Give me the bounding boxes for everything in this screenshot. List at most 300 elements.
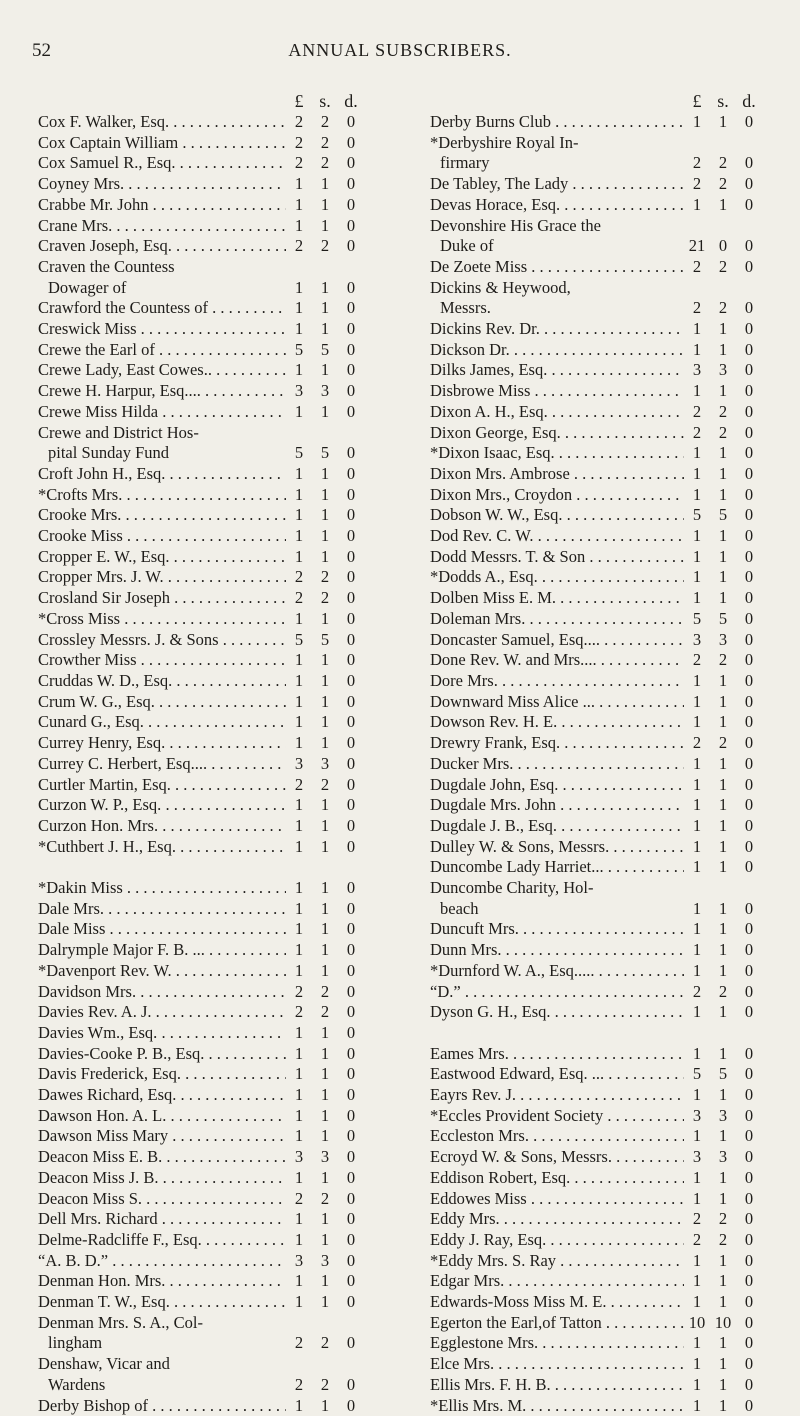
subscriber-name (38, 1044, 286, 1065)
pounds-value: 1 (294, 1022, 304, 1042)
subscription-amount (684, 174, 762, 195)
pence-value: 0 (346, 505, 356, 525)
pence-value: 0 (346, 1292, 356, 1312)
subscription-amount (684, 961, 762, 982)
pounds-value: 1 (294, 836, 304, 856)
pounds-value: 1 (692, 919, 702, 939)
subscriber-name-text: *Eddy Mrs. S. Ray (430, 1250, 557, 1270)
pounds-value: 1 (692, 1188, 702, 1208)
pounds-value: 1 (692, 1333, 702, 1353)
pounds-value: 1 (294, 1292, 304, 1312)
pounds-value: 5 (692, 505, 702, 525)
pounds-value: 1 (692, 112, 702, 131)
subscription-amount (286, 381, 364, 402)
shillings-value: 2 (320, 1374, 330, 1394)
pounds-value: 1 (294, 1395, 304, 1415)
shillings-value: 1 (320, 712, 330, 732)
subscriber-name (430, 1064, 684, 1085)
subscription-amount (286, 505, 364, 526)
shillings-value: 1 (718, 588, 728, 608)
pounds-value: 1 (692, 319, 702, 339)
subscriber-name-text: *Dodds A., Esq. (430, 567, 538, 587)
pounds-value: 1 (692, 691, 702, 711)
subscriber-name (38, 112, 286, 133)
subscriber-entry (38, 153, 364, 174)
pence-value: 0 (346, 526, 356, 546)
pounds-value: 1 (692, 1085, 702, 1105)
subscriber-name-text: Davies Rev. A. J. (38, 1002, 152, 1022)
subscriber-name (38, 319, 286, 340)
subscriber-name (38, 257, 286, 298)
subscriber-name-text: *Dakin Miss (38, 878, 123, 897)
subscriber-name (38, 712, 286, 733)
subscriber-entry (38, 319, 364, 340)
shillings-value: 1 (718, 857, 728, 877)
subscriber-name-continuation: Messrs. (440, 298, 491, 318)
pounds-value: 3 (294, 381, 304, 401)
pence-value: 0 (744, 898, 754, 918)
subscription-amount (286, 940, 364, 961)
subscriber-name (430, 795, 684, 816)
subscriber-name-text: Dixon A. H., Esq. (430, 401, 548, 421)
subscription-amount (286, 278, 364, 299)
shillings-value: 1 (320, 1167, 330, 1187)
subscription-amount (684, 754, 762, 775)
subscriber-name-text: Davis Frederick, Esq. (38, 1064, 181, 1084)
subscription-amount (684, 1126, 762, 1147)
subscriber-name (430, 837, 684, 858)
subscription-amount (684, 1106, 762, 1127)
subscriber-entry (430, 112, 762, 133)
pounds-value: 1 (294, 691, 304, 711)
pence-value: 0 (346, 836, 356, 856)
pence-value: 0 (744, 815, 754, 835)
shillings-value: 1 (718, 546, 728, 566)
shillings-value: 1 (718, 567, 728, 587)
pence-value: 0 (744, 1085, 754, 1105)
subscriber-name-continuation: Duke of (440, 236, 494, 256)
entry-list (430, 112, 762, 1416)
subscriber-name (38, 1396, 286, 1416)
subscriber-entry (430, 1044, 762, 1065)
pence-value: 0 (346, 1022, 356, 1042)
pence-value: 0 (346, 1064, 356, 1084)
subscription-amount (286, 216, 364, 237)
subscription-amount (286, 547, 364, 568)
subscriber-name (430, 982, 684, 1003)
subscriber-entry (38, 567, 364, 588)
subscription-amount (286, 733, 364, 754)
pence-value: 0 (744, 1312, 754, 1332)
pence-value: 0 (346, 629, 356, 649)
subscriber-name (38, 1251, 286, 1272)
subscription-amount (684, 423, 762, 444)
subscriber-entry (38, 1292, 364, 1313)
subscriber-entry (38, 692, 364, 713)
subscription-amount (286, 485, 364, 506)
subscription-amount (684, 340, 762, 361)
shillings-value: 1 (320, 1209, 330, 1229)
subscriber-entry (430, 1230, 762, 1251)
shillings-value: 2 (718, 981, 728, 1001)
pounds-value: 21 (688, 236, 706, 256)
shillings-value: 0 (718, 236, 728, 256)
pence-value: 0 (346, 1333, 356, 1353)
shillings-value: 1 (320, 733, 330, 753)
subscriber-name-text: Dodd Messrs. T. & Son (430, 546, 586, 566)
subscriber-name-text: Cruddas W. D., Esq. (38, 670, 173, 690)
subscriber-entry (430, 671, 762, 692)
subscriber-name-text: Coyney Mrs. (38, 174, 125, 194)
subscription-amount (286, 712, 364, 733)
shillings-value: 2 (718, 298, 728, 318)
shillings-value: 1 (320, 277, 330, 297)
pounds-value: 1 (692, 1043, 702, 1063)
pounds-value: 1 (294, 1126, 304, 1146)
subscriber-name (430, 919, 684, 940)
subscriber-entry (430, 505, 762, 526)
subscription-amount (286, 195, 364, 216)
subscriber-name (38, 899, 286, 920)
subscriber-name-text: Dale Mrs. (38, 898, 104, 918)
subscriber-name (430, 630, 684, 651)
subscriber-entry (430, 1106, 762, 1127)
subscriber-name-text: Ecroyd W. & Sons, Messrs. (430, 1147, 612, 1167)
pence-value: 0 (744, 1229, 754, 1249)
subscriber-name-text: Davies-Cooke P. B., Esq. (38, 1043, 205, 1063)
subscriber-name-continuation: Wardens (48, 1374, 106, 1394)
pence-value: 0 (744, 298, 754, 318)
pence-value: 0 (346, 401, 356, 421)
subscriber-entry (38, 712, 364, 733)
pence-value: 0 (346, 1085, 356, 1105)
subscriber-name (38, 733, 286, 754)
subscriber-name-text: Crewe Miss Hilda (38, 401, 159, 421)
subscription-amount (684, 588, 762, 609)
subscription-amount (684, 816, 762, 837)
pence-value: 0 (744, 1105, 754, 1125)
subscriber-name (38, 961, 286, 982)
subscriber-name (430, 775, 684, 796)
subscriber-entry (430, 1251, 762, 1272)
pounds-value: 1 (692, 339, 702, 359)
subscriber-entry (430, 982, 762, 1003)
subscription-amount (286, 837, 364, 858)
subscription-amount (286, 567, 364, 588)
shillings-value: 1 (320, 174, 330, 194)
subscriber-name-text: Dolben Miss E. M. (430, 588, 557, 608)
pounds-value: 1 (692, 546, 702, 566)
pounds-value: 1 (692, 712, 702, 732)
pence-value: 0 (346, 463, 356, 483)
subscription-amount (684, 1375, 762, 1396)
shillings-value: 1 (320, 1022, 330, 1042)
subscription-amount (286, 1106, 364, 1127)
pounds-value: 3 (692, 1147, 702, 1167)
pounds-value: 1 (692, 774, 702, 794)
shillings-value: 1 (320, 815, 330, 835)
subscriber-entry (430, 319, 762, 340)
subscriber-name-text: Craven the Countess (38, 256, 175, 276)
pounds-value: 1 (692, 857, 702, 877)
pence-value: 0 (744, 174, 754, 194)
subscriber-name-text: Dixon Mrs., Croydon (430, 484, 573, 504)
subscription-amount (684, 505, 762, 526)
pounds-value: 2 (692, 298, 702, 318)
subscriber-entry (430, 795, 762, 816)
pounds-value: 1 (294, 733, 304, 753)
subscriber-name (38, 298, 286, 319)
shillings-value: 1 (718, 670, 728, 690)
subscriber-name (38, 1023, 286, 1044)
pounds-value: 1 (294, 650, 304, 670)
subscriber-name-text: Eddison Robert, Esq. (430, 1167, 571, 1187)
shillings-value: 3 (718, 629, 728, 649)
pence-value: 0 (744, 505, 754, 525)
pence-value: 0 (744, 526, 754, 546)
shillings-value: 1 (718, 1188, 728, 1208)
subscriber-name-text: Dickins Rev. Dr. (430, 319, 540, 339)
subscriber-name-text: Curzon W. P., Esq. (38, 795, 162, 815)
subscriber-entry (430, 174, 762, 195)
subscription-amount (684, 940, 762, 961)
pounds-value: 1 (692, 463, 702, 483)
subscriber-name-text: *Durnford W. A., Esq..... (430, 960, 595, 980)
subscription-amount (684, 1396, 762, 1416)
pence-value: 0 (744, 960, 754, 980)
subscription-amount (286, 1168, 364, 1189)
subscriber-name (430, 1354, 684, 1375)
pounds-header: £ (294, 91, 304, 111)
subscriber-entry (430, 837, 762, 858)
subscriber-name (430, 1147, 684, 1168)
subscriber-name (430, 754, 684, 775)
subscriber-name (430, 1271, 684, 1292)
subscriber-name (430, 1168, 684, 1189)
subscriber-name (38, 630, 286, 651)
shillings-value: 1 (718, 1354, 728, 1374)
shillings-value: 2 (320, 588, 330, 608)
subscriber-name (38, 982, 286, 1003)
subscriber-entry (38, 1313, 364, 1354)
subscriber-name (430, 816, 684, 837)
subscriber-name-text: Elce Mrs. (430, 1354, 495, 1374)
subscription-amount (286, 133, 364, 154)
shillings-value: 1 (718, 774, 728, 794)
subscriber-name-text: Dyson G. H., Esq. (430, 1002, 551, 1022)
shillings-value: 1 (320, 878, 330, 897)
subscriber-name (430, 1313, 684, 1334)
shillings-value: 1 (718, 443, 728, 463)
shillings-value: 2 (320, 1002, 330, 1022)
subscriber-entry (38, 609, 364, 630)
pence-value: 0 (744, 691, 754, 711)
subscriber-name (38, 1209, 286, 1230)
subscriber-entry (430, 961, 762, 982)
pence-value: 0 (744, 546, 754, 566)
subscriber-name (38, 1354, 286, 1395)
pence-value: 0 (346, 215, 356, 235)
pounds-value: 1 (294, 174, 304, 194)
pounds-value: 1 (692, 1354, 702, 1374)
subscription-amount (684, 1064, 762, 1085)
pounds-value: 5 (294, 339, 304, 359)
subscription-amount (684, 112, 762, 133)
subscriber-name (430, 1333, 684, 1354)
pounds-value: 1 (692, 1167, 702, 1187)
pence-header: d. (742, 91, 756, 111)
subscription-amount (286, 609, 364, 630)
subscription-amount (286, 982, 364, 1003)
subscription-amount (286, 443, 364, 464)
subscriber-name (430, 609, 684, 630)
pounds-value: 1 (692, 1250, 702, 1270)
shillings-value: 1 (320, 919, 330, 939)
subscriber-entry (430, 712, 762, 733)
subscriber-name (38, 340, 286, 361)
pounds-value: 1 (294, 1209, 304, 1229)
shillings-value: 1 (718, 712, 728, 732)
pounds-value: 2 (692, 153, 702, 173)
right-column (430, 90, 762, 1416)
subscriber-name-text: “A. B. D.” (38, 1250, 109, 1270)
subscriber-entry (430, 1168, 762, 1189)
pence-value: 0 (346, 567, 356, 587)
pence-value: 0 (346, 650, 356, 670)
subscriber-name-text: Deacon Miss S. (38, 1188, 143, 1208)
subscription-amount (684, 1168, 762, 1189)
subscriber-entry (38, 961, 364, 982)
pence-value: 0 (346, 484, 356, 504)
pence-value: 0 (346, 174, 356, 194)
shillings-value: 1 (320, 215, 330, 235)
shillings-value: 2 (718, 1209, 728, 1229)
shillings-value: 1 (718, 1333, 728, 1353)
subscription-amount (684, 982, 762, 1003)
pounds-value: 3 (692, 1105, 702, 1125)
subscriber-name (430, 133, 684, 174)
pounds-value: 1 (692, 670, 702, 690)
shillings-value: 2 (320, 774, 330, 794)
subscriber-name (430, 360, 684, 381)
subscription-amount (286, 754, 364, 775)
pence-value: 0 (346, 1043, 356, 1063)
subscriber-entry (430, 1085, 762, 1106)
subscription-amount (684, 1354, 762, 1375)
subscriber-entry (430, 464, 762, 485)
subscriber-name-text: Edgar Mrs. (430, 1271, 505, 1291)
pounds-value: 2 (294, 567, 304, 587)
shillings-value: 1 (320, 526, 330, 546)
subscriber-name (38, 588, 286, 609)
shillings-header: s. (717, 91, 729, 111)
subscriber-entry (38, 1168, 364, 1189)
subscription-amount (684, 236, 762, 257)
subscription-amount (684, 319, 762, 340)
subscriber-name-text: Crooke Mrs. (38, 505, 122, 525)
pounds-value: 1 (294, 712, 304, 732)
subscription-amount (286, 1251, 364, 1272)
subscription-amount (684, 671, 762, 692)
pence-value: 0 (744, 1292, 754, 1312)
pounds-value: 2 (692, 174, 702, 194)
subscriber-entry (430, 1064, 762, 1085)
shillings-value: 1 (320, 319, 330, 339)
pounds-value: 2 (294, 153, 304, 173)
pounds-value: 2 (692, 650, 702, 670)
subscriber-entry (430, 526, 762, 547)
shillings-value: 1 (718, 319, 728, 339)
pence-value: 0 (744, 1167, 754, 1187)
subscription-amount (286, 340, 364, 361)
pounds-value: 1 (294, 401, 304, 421)
subscriber-name (38, 671, 286, 692)
pounds-value: 1 (692, 443, 702, 463)
currency-header (38, 90, 364, 112)
pence-value: 0 (744, 1250, 754, 1270)
subscription-amount (684, 547, 762, 568)
subscription-amount (286, 1189, 364, 1210)
pence-value: 0 (744, 588, 754, 608)
subscription-amount (684, 153, 762, 174)
subscriber-name-text: Curzon Hon. Mrs. (38, 815, 159, 835)
subscriber-name-text: Crowther Miss (38, 650, 137, 670)
pence-value: 0 (744, 774, 754, 794)
pence-value: 0 (346, 691, 356, 711)
subscriber-name-text: Currey C. Herbert, Esq.... (38, 753, 208, 773)
subscriber-name (430, 671, 684, 692)
subscriber-entry (38, 1147, 364, 1168)
subscriber-entry (430, 775, 762, 796)
subscriber-name-text: Dod Rev. C. W. (430, 526, 534, 546)
subscriber-name (38, 360, 286, 381)
pence-value: 0 (744, 1126, 754, 1146)
section-gap (430, 1023, 762, 1044)
pence-value: 0 (346, 277, 356, 297)
subscriber-entry (38, 671, 364, 692)
subscription-amount (286, 174, 364, 195)
subscriber-name (38, 1271, 286, 1292)
subscriber-name-text: Duncombe Lady Harriet... (430, 857, 604, 877)
subscriber-name (430, 195, 684, 216)
subscriber-name (430, 505, 684, 526)
subscription-amount (286, 650, 364, 671)
pence-value: 0 (744, 629, 754, 649)
subscriber-entry (38, 899, 364, 920)
subscriber-name-text: Denman Mrs. S. A., Col- (38, 1312, 203, 1332)
subscriber-name (38, 381, 286, 402)
subscriber-name-continuation: lingham (48, 1333, 103, 1353)
subscriber-entry (38, 982, 364, 1003)
subscriber-name (430, 1044, 684, 1065)
entry-list (38, 112, 364, 1416)
subscriber-entry (38, 195, 364, 216)
subscriber-entry (430, 1209, 762, 1230)
subscriber-name-text: *Crofts Mrs. (38, 484, 123, 504)
subscriber-name-text: Eames Mrs. (430, 1043, 509, 1063)
subscriber-entry (38, 1271, 364, 1292)
pounds-value: 2 (692, 981, 702, 1001)
subscriber-entry (430, 1002, 762, 1023)
pence-value: 0 (346, 898, 356, 918)
subscription-amount (286, 1209, 364, 1230)
pence-value: 0 (744, 401, 754, 421)
subscription-amount (684, 795, 762, 816)
pence-value: 0 (346, 1374, 356, 1394)
subscriber-entry (38, 754, 364, 775)
shillings-value: 2 (718, 256, 728, 276)
subscriber-name-text: Delme-Radcliffe F., Esq. (38, 1229, 202, 1249)
